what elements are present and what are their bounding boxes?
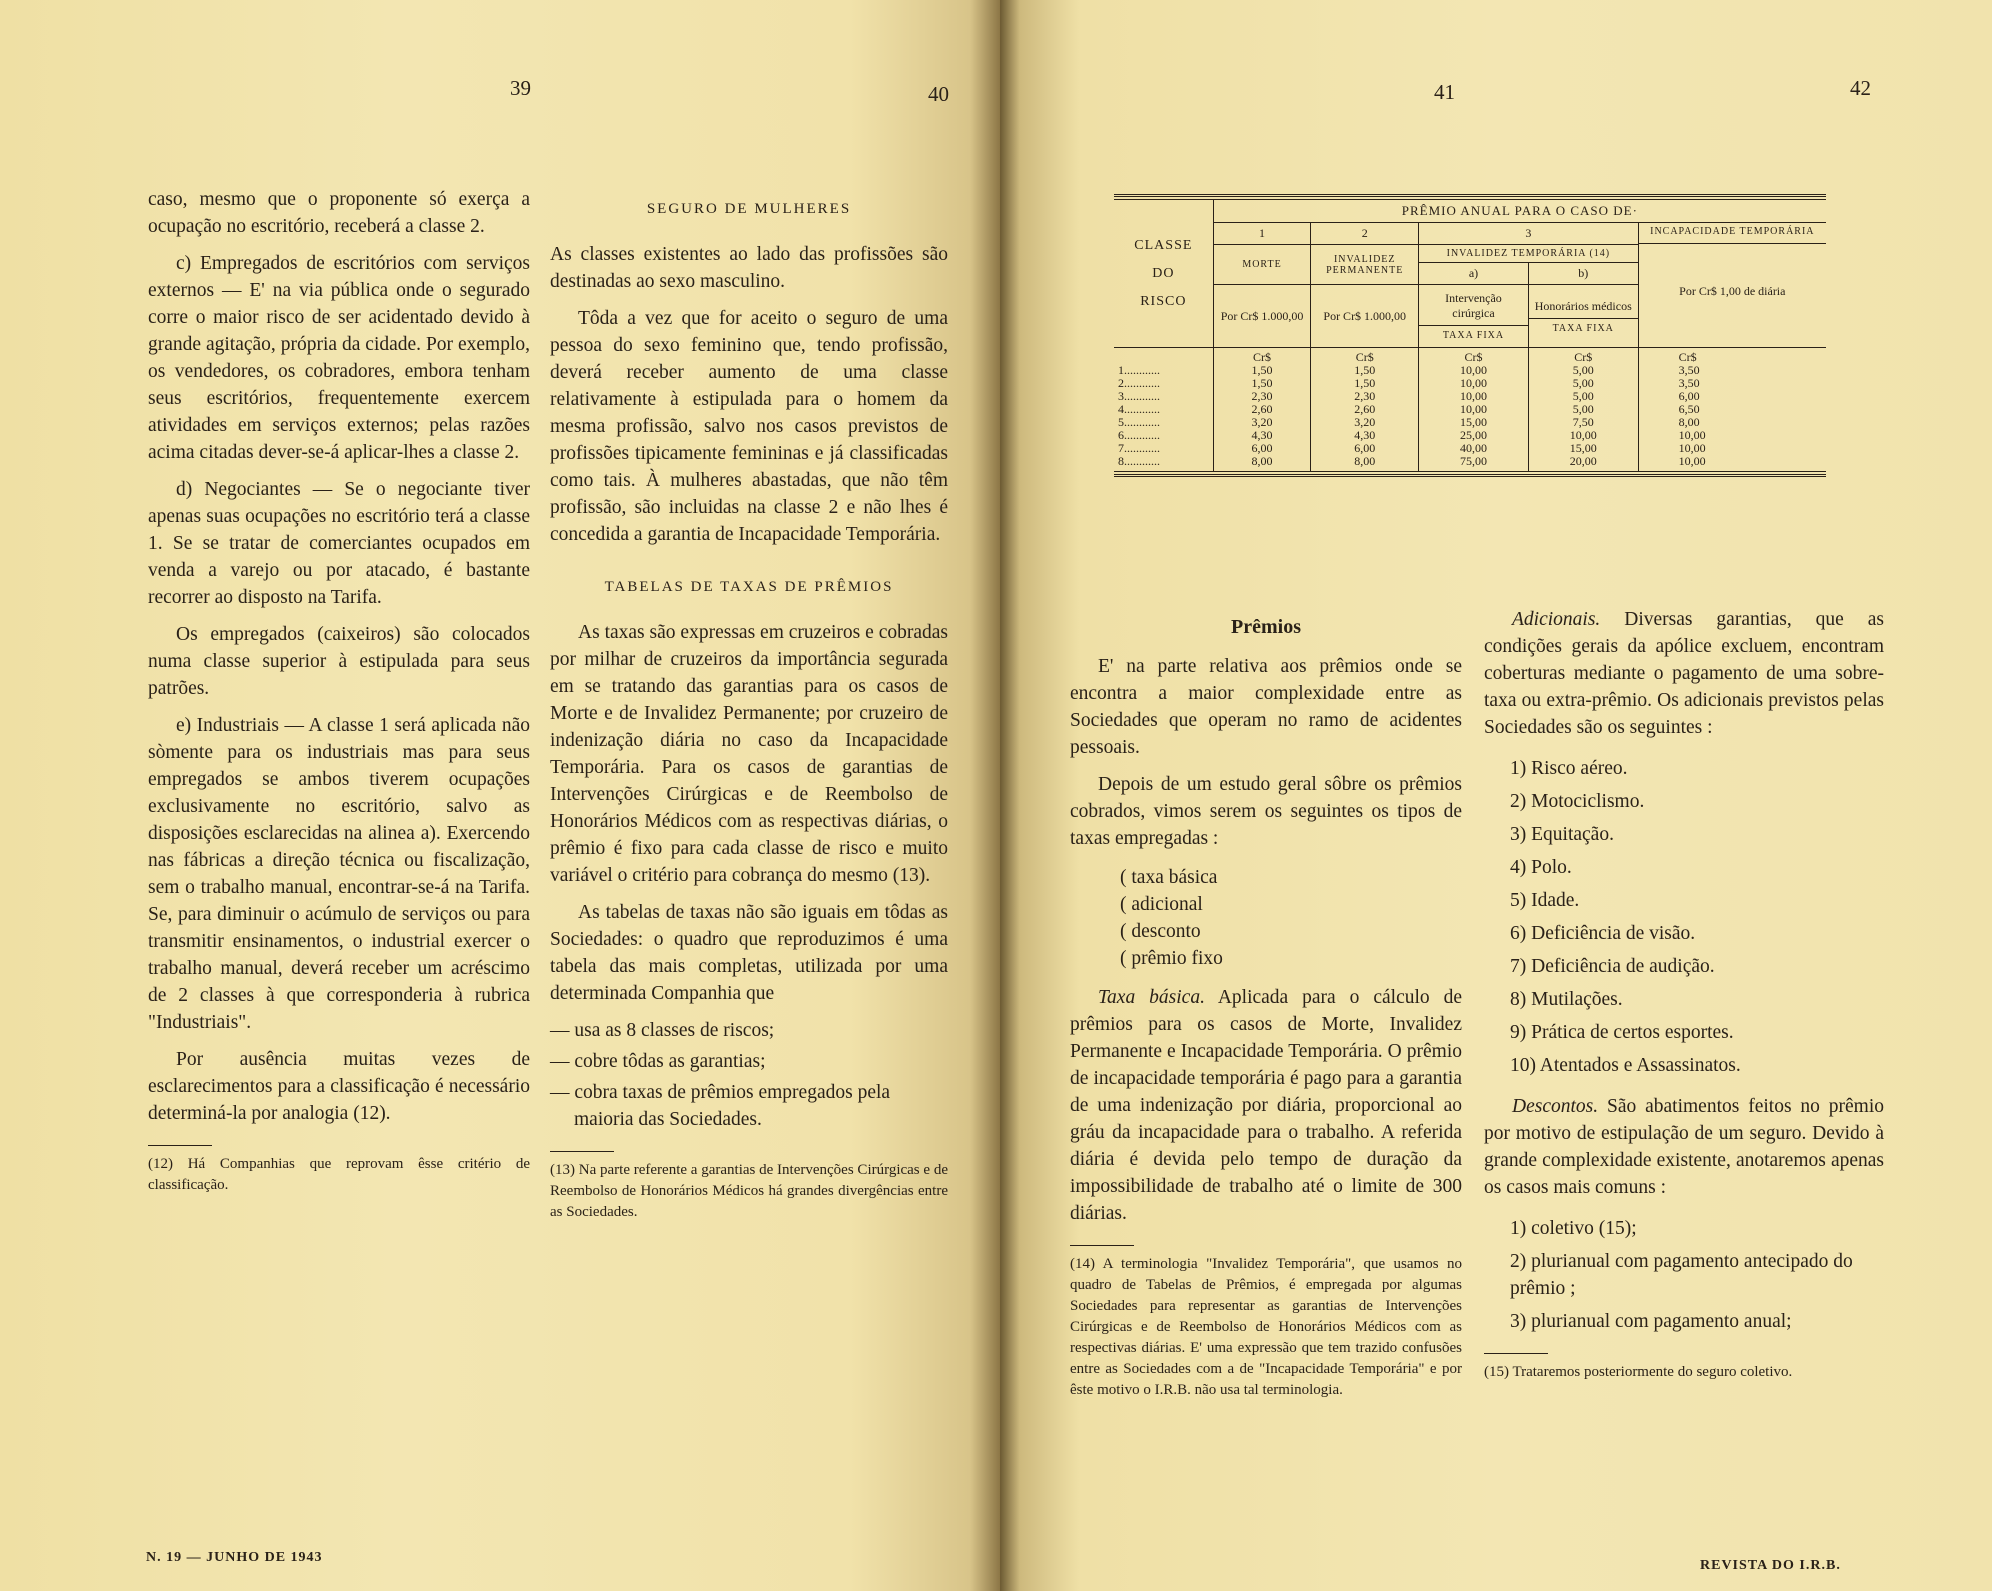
adicionais-list (1484, 755, 1884, 1079)
page-number-39: 39 (510, 76, 531, 100)
list-item: 4) Polo. (1510, 857, 1572, 878)
class-number: 2 (1118, 376, 1124, 390)
list-item: 7) Deficiência de audição. (1510, 956, 1715, 977)
table-cell: 5,00 (1572, 363, 1594, 377)
currency-label: Cr$ (1678, 350, 1697, 364)
footnote-rule (1070, 1245, 1134, 1246)
table-cell: 10,00 (1678, 428, 1706, 442)
page-number-41: 41 (1434, 80, 1455, 104)
list-item: 5) Idade. (1510, 890, 1580, 911)
page-number-42: 42 (1850, 76, 1871, 100)
table-title: PRÊMIO ANUAL PARA O CASO DE· (1213, 200, 1826, 223)
table-cell: 7,50 (1572, 415, 1594, 429)
table-cell: 8,00 (1251, 454, 1273, 468)
paragraph: caso, mesmo que o proponente só exerça a ocupação no escritório, receberá a classe 2. (148, 189, 530, 237)
table-cell: 20,00 (1569, 454, 1597, 468)
table-cell: 4,30 (1251, 428, 1273, 442)
footer-issue: N. 19 — JUNHO DE 1943 (146, 1550, 323, 1565)
list-item: — usa as 8 classes de riscos; (550, 1020, 775, 1041)
table-cell: 2,60 (1251, 402, 1273, 416)
intervencao-values (1419, 348, 1529, 472)
column-page-39 (148, 186, 530, 1196)
invalidez-values (1311, 348, 1419, 472)
paragraph: Tôda a vez que for aceito o seguro de uma pessoa do sexo feminino que, tendo profissão, deverá receber aumento de uma classe relativamente à estipulada para o homem da mesma profissão, salvo nos casos previstos de profissões tipicamente femininas e já classificadas como tais. À mulheres abastadas, que não têm profissão, são incluidas na classe 2 e não lhes é concedida a garantia de Incapacidade Temporária. (550, 308, 948, 545)
list-item: ( prêmio fixo (1120, 948, 1223, 969)
list-item: 3) plurianual com pagamento anual; (1510, 1311, 1792, 1332)
currency-label: Cr$ (1574, 350, 1593, 364)
class-number: 4 (1118, 402, 1124, 416)
taxa-fixa-label: TAXA FIXA (1419, 325, 1528, 341)
section-heading-premios: Prêmios (1231, 616, 1301, 638)
table-cell: 3,50 (1678, 363, 1700, 377)
taxa-fixa-label: TAXA FIXA (1529, 318, 1638, 334)
descontos-label: Descontos. (1512, 1096, 1599, 1117)
table-cell: 2,60 (1354, 402, 1376, 416)
footnote-15: (15) Trataremos posteriormente do seguro coletivo. (1484, 1364, 1793, 1380)
table-cell: 5,00 (1572, 376, 1594, 390)
list-item: 10) Atentados e Assassinatos. (1510, 1055, 1741, 1076)
table-cell: 10,00 (1459, 376, 1487, 390)
por-diaria-label: Por Cr$ 1,00 de diária (1679, 284, 1786, 298)
table-cell: 1,50 (1354, 376, 1376, 390)
por-mil-morte: Por Cr$ 1.000,00 (1213, 285, 1311, 348)
footnote-12: (12) Há Companhias que reprovam êsse critério de classificação. (148, 1156, 530, 1193)
classe-label: RISCO (1140, 293, 1187, 309)
right-page (1000, 0, 1992, 1591)
class-number: 7 (1118, 441, 1124, 455)
table-cell: 3,50 (1678, 376, 1700, 390)
currency-label: Cr$ (1355, 350, 1374, 364)
table-cell: 10,00 (1459, 402, 1487, 416)
col-number-3: 3 (1419, 223, 1639, 245)
table-cell: 3,20 (1354, 415, 1376, 429)
class-number: 8 (1118, 454, 1124, 468)
list-item: ( adicional (1120, 894, 1203, 915)
table-cell: 6,00 (1354, 441, 1376, 455)
section-heading-seguro-mulheres: SEGURO DE MULHERES (646, 201, 852, 217)
paragraph-adicionais (1484, 606, 1884, 741)
table-cell: 4,30 (1354, 428, 1376, 442)
table-cell: 10,00 (1678, 454, 1706, 468)
premium-rates-table (1114, 199, 1826, 472)
honorarios-label: Honorários médicos (1534, 298, 1632, 313)
class-number: 1 (1118, 363, 1124, 377)
table-cell: 5,00 (1572, 402, 1594, 416)
list-item: 1) Risco aéreo. (1510, 758, 1628, 779)
incapacidade-values (1638, 348, 1826, 472)
incapacidade-header (1638, 223, 1826, 348)
paragraph: As tabelas de taxas não são iguais em tôdas as Sociedades: o quadro que reproduzimos é uma tabela das mais completas, utilizada por uma determinada Companhia que (550, 902, 948, 1004)
list-item: — cobre tôdas as garantias; (550, 1051, 766, 1072)
morte-header: MORTE (1213, 245, 1311, 285)
col-number-2: 2 (1311, 223, 1419, 245)
conditions-list (550, 1017, 948, 1133)
table-cell: 8,00 (1354, 454, 1376, 468)
column-page-41 (1070, 614, 1462, 1401)
premium-rates-table-wrapper (1114, 194, 1826, 477)
paragraph: d) Negociantes — Se o negociante tiver apenas suas ocupações no escritório terá a classe 1. Se se tratar de comerciantes ocupados em venda a varejo ou por atacado, é bastante recorrer ao disposto na Tarifa. (148, 479, 530, 608)
class-number: 5 (1118, 415, 1124, 429)
list-item: 2) plurianual com pagamento antecipado do prêmio ; (1510, 1251, 1853, 1299)
table-cell: 75,00 (1459, 454, 1487, 468)
table-cell: 2,30 (1251, 389, 1273, 403)
table-cell: 8,00 (1678, 415, 1700, 429)
list-item: 6) Deficiência de visão. (1510, 923, 1696, 944)
classe-label: DO (1152, 265, 1175, 281)
page-number-40: 40 (928, 82, 949, 106)
incapacidade-label: INCAPACIDADE TEMPORÁRIA (1650, 226, 1815, 237)
sub-b: b) (1528, 263, 1638, 285)
tax-types-list (1070, 864, 1462, 972)
adicionais-text: Diversas garantias, que as condições gerais da apólice excluem, encontram coberturas mediante o pagamento de uma sobre-taxa ou extra-prêmio. Os adicionais previstos pelas Sociedades são os seguintes : (1484, 609, 1884, 738)
table-cell: 10,00 (1459, 389, 1487, 403)
table-cell: 15,00 (1459, 415, 1487, 429)
footnote-13: (13) Na parte referente a garantias de Intervenções Cirúrgicas e de Reembolso de Honorários Médicos há grandes divergências entre as Sociedades. (550, 1162, 948, 1220)
paragraph: Os empregados (caixeiros) são colocados numa classe superior à estipulada para seus patrões. (148, 624, 530, 699)
class-number: 6 (1118, 428, 1124, 442)
invalidez-permanente-header: INVALIDEZ PERMANENTE (1311, 245, 1419, 285)
paragraph-taxa-basica (1070, 984, 1462, 1227)
list-item: — cobra taxas de prêmios empregados pela maioria das Sociedades. (550, 1082, 891, 1130)
honorarios-header (1528, 285, 1638, 348)
footnote-rule (1484, 1353, 1548, 1354)
descontos-list (1484, 1215, 1884, 1335)
table-cell: 1,50 (1251, 363, 1273, 377)
column-page-42 (1484, 606, 1884, 1383)
table-cell: 6,00 (1678, 389, 1700, 403)
paragraph-descontos (1484, 1093, 1884, 1201)
honorarios-values (1528, 348, 1638, 472)
paragraph: As taxas são expressas em cruzeiros e cobradas por milhar de cruzeiros da importância segurada em se tratando das garantias para os casos de Morte e de Invalidez Permanente; por cruzeiro de indenização diária no caso da Incapacidade Temporária. Para os casos de garantias de Intervenções Cirúrgicas e de Reembolso de Honorários Médicos com as respectivas diárias, o prêmio é fixo para cada classe de risco e muito variável o critério para cobrança do mesmo (13). (550, 622, 948, 886)
taxa-basica-text: Aplicada para o cálculo de prêmios para os casos de Morte, Invalidez Permanente e Incapacidade Temporária. O prêmio de incapacidade temporária é pago para a garantia de uma indenização por diária, proporcional ao gráu da incapacidade para o trabalho. A referida diária é devida pelo tempo de duração da impossibilidade de trabalho até o limite de 300 diárias. (1070, 987, 1462, 1224)
column-page-40 (550, 196, 948, 1223)
table-cell: 1,50 (1251, 376, 1273, 390)
paragraph: c) Empregados de escritórios com serviços externos — E' na via pública onde o segurado corre o maior risco de ser acidentado devido à grande agitação, própria da cidade. Por exemplo, os vendedores, os cobradores, embora tenham seus escritórios, frequentemente exercem atividades em serviços externos; pelas razões acima citadas dever-se-á aplicar-lhes a classe 2. (148, 253, 530, 463)
table-cell: 2,30 (1354, 389, 1376, 403)
list-item: 3) Equitação. (1510, 824, 1614, 845)
intervencao-header (1419, 285, 1529, 348)
morte-values (1213, 348, 1311, 472)
classe-risco-header (1114, 200, 1213, 348)
class-number: 3 (1118, 389, 1124, 403)
table-cell: 6,00 (1251, 441, 1273, 455)
invalidez-temporaria-header: INVALIDEZ TEMPORÁRIA (14) (1419, 245, 1639, 263)
table-cell: 10,00 (1678, 441, 1706, 455)
col-number-1: 1 (1213, 223, 1311, 245)
list-item: ( taxa básica (1120, 867, 1218, 888)
table-cell: 10,00 (1459, 363, 1487, 377)
sub-a: a) (1419, 263, 1529, 285)
footer-journal: REVISTA DO I.R.B. (1700, 1558, 1841, 1573)
footnote-rule (550, 1151, 614, 1152)
currency-label: Cr$ (1464, 350, 1483, 364)
footnote-14: (14) A terminologia "Invalidez Temporária", que usamos no quadro de Tabelas de Prêmios, é empregada por algumas Sociedades para representar as garantias de Intervenções Cirúrgicas e de Reembolso de Honorários Médicos com as respectivas diárias. E' uma expressão que tem trazido confusões entre as Sociedades com a de "Incapacidade Temporária" e por êste motivo o I.R.B. não usa tal terminologia. (1070, 1256, 1462, 1398)
list-item: ( desconto (1120, 921, 1201, 942)
classes-column: 1............ 2............ 3............ 4............ 5............ 6............ 7............ 8............ (1114, 348, 1213, 472)
descontos-text: São abatimentos feitos no prêmio por motivo de estipulação de um seguro. Devido à grande complexidade existente, anotaremos apenas os casos mais comuns : (1484, 1096, 1884, 1198)
table-cell: 1,50 (1354, 363, 1376, 377)
adicionais-label: Adicionais. (1512, 609, 1601, 630)
paragraph: As classes existentes ao lado das profissões são destinadas ao sexo masculino. (550, 244, 948, 292)
intervencao-label: Intervenção cirúrgica (1445, 291, 1502, 320)
table-cell: 5,00 (1572, 389, 1594, 403)
table-cell: 25,00 (1459, 428, 1487, 442)
paragraph: Por ausência muitas vezes de esclarecimentos para a classificação é necessário determiná-la por analogia (12). (148, 1049, 530, 1124)
currency-label: Cr$ (1253, 350, 1272, 364)
table-cell: 3,20 (1251, 415, 1273, 429)
table-cell: 10,00 (1569, 428, 1597, 442)
list-item: 2) Motociclismo. (1510, 791, 1645, 812)
table-cell: 6,50 (1678, 402, 1700, 416)
list-item: 1) coletivo (15); (1510, 1218, 1637, 1239)
footnote-rule (148, 1145, 212, 1146)
paragraph: E' na parte relativa aos prêmios onde se encontra a maior complexidade entre as Sociedades que operam no ramo de acidentes pessoais. (1070, 656, 1462, 758)
list-item: 9) Prática de certos esportes. (1510, 1022, 1734, 1043)
taxa-basica-label: Taxa básica. (1098, 987, 1205, 1008)
paragraph: e) Industriais — A classe 1 será aplicada não sòmente para os industriais mas para seus empregados se ambos tiverem ocupações exclusivamente no escritório, salvo as disposições esclarecidas na alinea a). Exercendo nas fábricas a direção técnica ou fiscalização, sem o trabalho manual, encontrar-se-á na Tarifa. Se, para diminuir o acúmulo de serviços ou para transmitir ensinamentos, o industrial exercer o trabalho manual, deverá receber um acréscimo de 2 classes à que corresponderia à rubrica "Industriais". (148, 715, 530, 1033)
table-cell: 40,00 (1459, 441, 1487, 455)
section-heading-tabelas: TABELAS DE TAXAS DE PRÊMIOS (604, 579, 894, 595)
list-item: 8) Mutilações. (1510, 989, 1623, 1010)
classe-label: CLASSE (1134, 237, 1193, 253)
por-mil-invalidez: Por Cr$ 1.000,00 (1311, 285, 1419, 348)
table-cell: 15,00 (1569, 441, 1597, 455)
paragraph: Depois de um estudo geral sôbre os prêmios cobrados, vimos serem os seguintes os tipos de taxas empregadas : (1070, 774, 1462, 849)
